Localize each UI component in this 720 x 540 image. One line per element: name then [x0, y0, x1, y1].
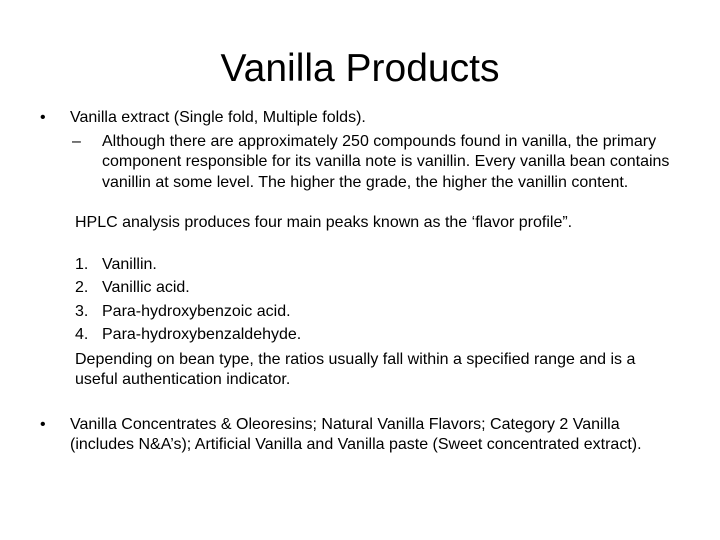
list-text: Vanillic acid.	[102, 279, 190, 296]
list-number: 2.	[75, 279, 89, 296]
list-item	[36, 302, 676, 323]
list-text: Vanillin.	[102, 255, 157, 273]
list-number: 4.	[75, 326, 89, 343]
bullet-text: Vanilla Concentrates & Oleoresins; Natural Vanilla Flavors; Category 2 Vanilla (includes N&A’s); Artificial Vanilla and Vanilla paste (Sweet concentrated extract).	[70, 415, 642, 453]
list-number: 3.	[75, 302, 89, 320]
sub-bullet-item-compounds	[36, 132, 676, 194]
list-text: Para-hydroxybenzaldehyde.	[102, 326, 302, 343]
slide-body	[36, 108, 676, 456]
slide-title: Vanilla Products	[220, 47, 500, 90]
bullet-item-concentrates	[36, 415, 676, 456]
ratio-paragraph: Depending on bean type, the ratios usually fall within a specified range and is a useful authentication indicator.	[75, 350, 636, 388]
flavor-profile-list	[36, 255, 676, 346]
list-item	[36, 278, 676, 299]
hplc-paragraph: HPLC analysis produces four main peaks known as the ‘flavor profile”.	[75, 214, 573, 231]
dash-icon: –	[72, 132, 81, 150]
sub-bullet-text: Although there are approximately 250 compounds found in vanilla, the primary component responsible for its vanilla note is vanillin. Every vanilla bean contains vanillin at some level. The higher the grade, the higher the vanillin content.	[102, 132, 670, 191]
list-number: 1.	[75, 255, 89, 273]
list-text: Para-hydroxybenzoic acid.	[102, 302, 291, 320]
bullet-icon: •	[40, 109, 46, 126]
bullet-item-vanilla-extract	[36, 108, 676, 129]
bullet-text: Vanilla extract (Single fold, Multiple folds).	[70, 109, 366, 126]
bullet-icon: •	[40, 415, 46, 433]
list-item	[36, 325, 676, 346]
list-item	[36, 255, 676, 276]
